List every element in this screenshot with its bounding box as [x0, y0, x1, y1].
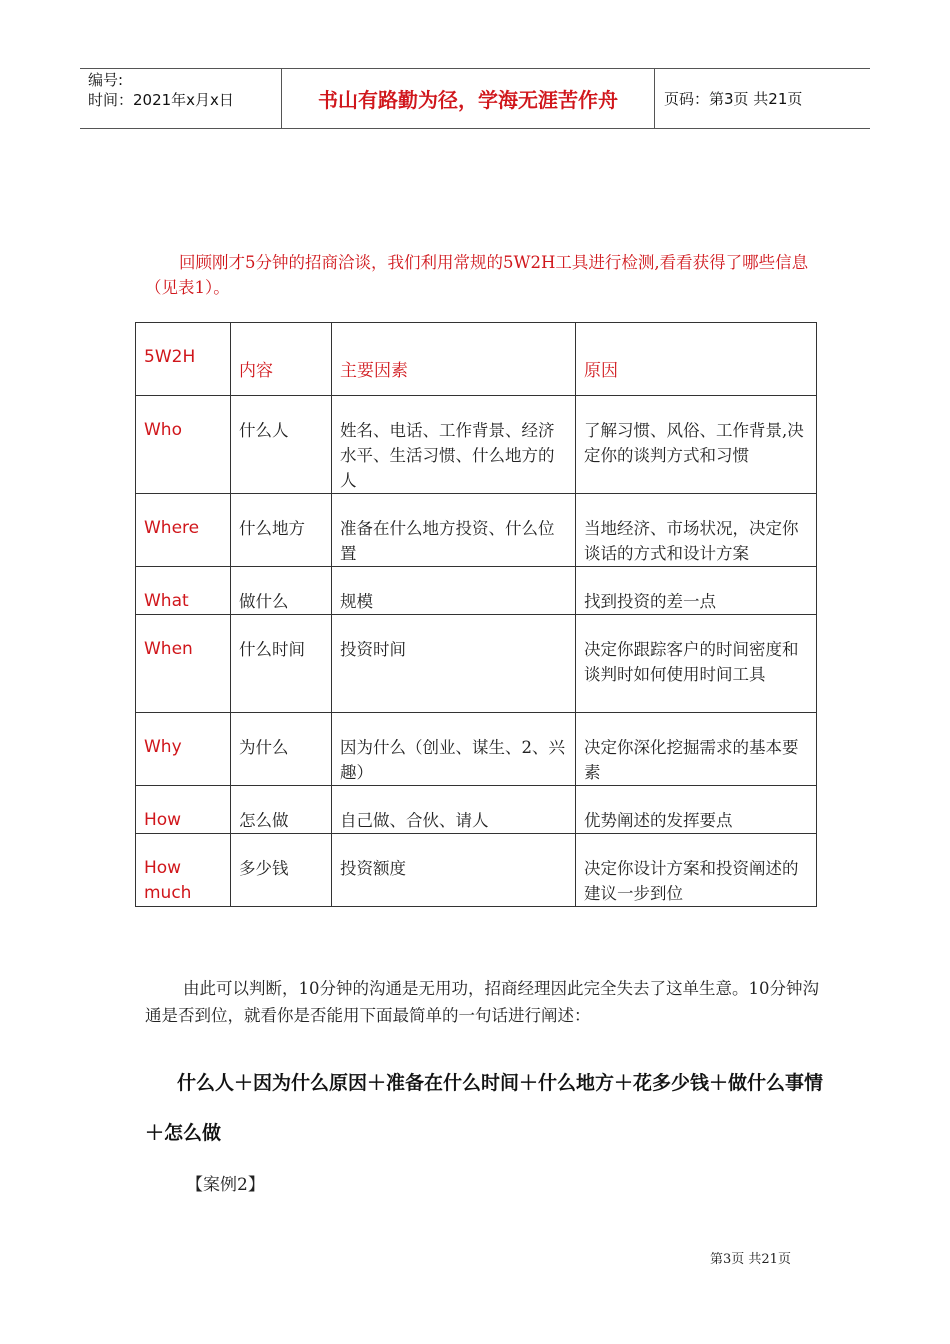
header-divider-right — [654, 68, 655, 129]
cell-reason: 决定你跟踪客户的时间密度和谈判时如何使用时间工具 — [576, 615, 817, 713]
cell-key: When — [136, 615, 231, 713]
header-left-block — [88, 70, 234, 110]
cell-reason: 当地经济、市场状况，决定你谈话的方式和设计方案 — [576, 494, 817, 567]
cell-factor: 规模 — [332, 567, 576, 615]
case-label: 【案例2】 — [186, 1175, 265, 1195]
cell-factor: 投资时间 — [332, 615, 576, 713]
5w2h-table — [135, 322, 817, 907]
cell-factor: 自己做、合伙、请人 — [332, 786, 576, 834]
cell-content: 多少钱 — [231, 834, 332, 907]
cell-content: 什么地方 — [231, 494, 332, 567]
table-row-who — [136, 396, 817, 494]
cell-reason: 决定你深化挖掘需求的基本要素 — [576, 713, 817, 786]
cell-key: How — [136, 786, 231, 834]
table-row-where — [136, 494, 817, 567]
header-motto: 书山有路勤为径，学海无涯苦作舟 — [318, 88, 618, 112]
cell-factor: 准备在什么地方投资、什么位置 — [332, 494, 576, 567]
header-cell-reason: 原因 — [576, 323, 817, 396]
cell-content: 什么时间 — [231, 615, 332, 713]
cell-key: Where — [136, 494, 231, 567]
cell-reason: 决定你设计方案和投资阐述的建议一步到位 — [576, 834, 817, 907]
date-label: 时间：2021年x月x日 — [88, 91, 234, 109]
summary-formula: 什么人＋因为什么原因＋准备在什么时间＋什么地方＋花多少钱＋做什么事情＋怎么做 — [145, 1072, 824, 1144]
table-row-how — [136, 786, 817, 834]
table-row-how-much — [136, 834, 817, 907]
header-page-info: 页码：第3页 共21页 — [664, 90, 803, 108]
page-footer: 第3页 共21页 — [710, 1252, 791, 1267]
header-cell-5w2h: 5W2H — [136, 323, 231, 396]
header-cell-factor: 主要因素 — [332, 323, 576, 396]
cell-key: What — [136, 567, 231, 615]
cell-factor: 因为什么（创业、谋生、2、兴趣） — [332, 713, 576, 786]
table-row-when — [136, 615, 817, 713]
cell-reason: 了解习惯、风俗、工作背景,决定你的谈判方式和习惯 — [576, 396, 817, 494]
table-row-why — [136, 713, 817, 786]
cell-factor: 投资额度 — [332, 834, 576, 907]
cell-content: 为什么 — [231, 713, 332, 786]
intro-paragraph: 回顾刚才5分钟的招商洽谈，我们利用常规的5W2H工具进行检测,看看获得了哪些信息（见表1）。 — [145, 253, 809, 297]
cell-key: Who — [136, 396, 231, 494]
cell-reason: 找到投资的差一点 — [576, 567, 817, 615]
serial-number-label: 编号: — [88, 71, 124, 89]
table-row-what — [136, 567, 817, 615]
cell-factor: 姓名、电话、工作背景、经济水平、生活习惯、什么地方的人 — [332, 396, 576, 494]
cell-content: 做什么 — [231, 567, 332, 615]
header-top-rule — [80, 68, 870, 69]
header-bottom-rule — [80, 128, 870, 129]
cell-content: 什么人 — [231, 396, 332, 494]
header-cell-content: 内容 — [231, 323, 332, 396]
cell-content: 怎么做 — [231, 786, 332, 834]
conclusion-paragraph: 由此可以判断，10分钟的沟通是无用功，招商经理因此完全失去了这单生意。10分钟沟通是否到位，就看你是否能用下面最简单的一句话进行阐述： — [145, 979, 819, 1025]
cell-key: Why — [136, 713, 231, 786]
table-header-row — [136, 323, 817, 396]
cell-reason: 优势阐述的发挥要点 — [576, 786, 817, 834]
cell-key: How much — [136, 834, 231, 907]
